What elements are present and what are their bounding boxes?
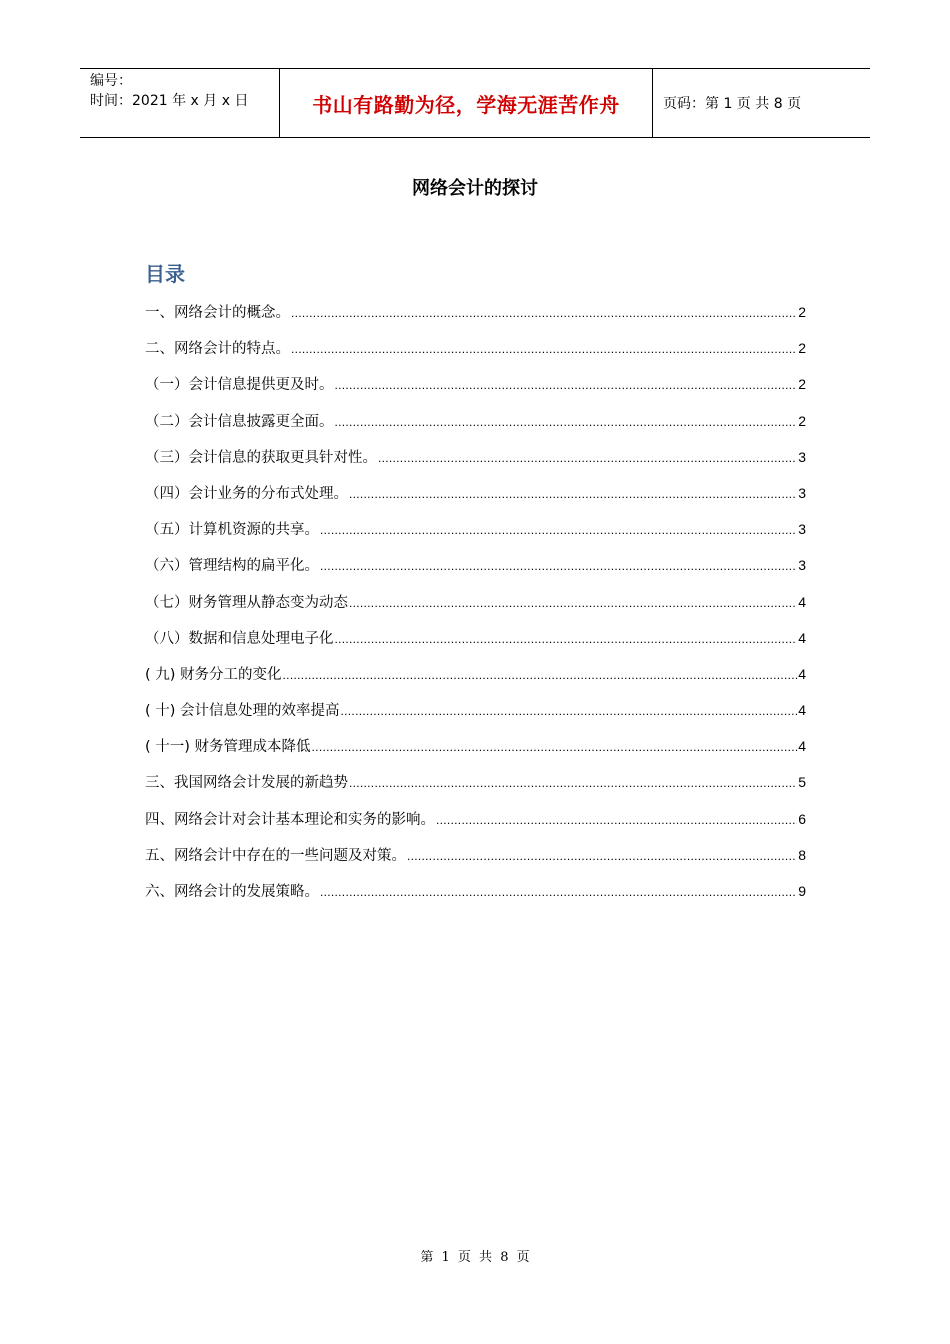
- toc-entry-text: ( 九) 财务分工的变化: [145, 666, 282, 683]
- toc-entry[interactable]: [145, 300, 806, 336]
- toc-leader-dots: [349, 771, 797, 795]
- toc-entry[interactable]: [145, 372, 806, 408]
- toc-entry-page: 9: [798, 883, 806, 899]
- toc-entry-text: 六、网络会计的发展策略。: [145, 884, 319, 900]
- toc-entry[interactable]: [145, 336, 806, 372]
- toc-entry-page: 2: [798, 340, 806, 357]
- toc-entry-text: （七）财务管理从静态变为动态: [145, 594, 348, 611]
- toc-entry[interactable]: [145, 445, 806, 481]
- toc-leader-dots: [335, 410, 798, 434]
- toc-entry-text: ( 十) 会计信息处理的效率提高: [145, 703, 340, 720]
- toc-entry-page: 2: [798, 412, 806, 429]
- toc-entry-page: 4: [798, 738, 806, 755]
- toc-entry-page: 5: [798, 774, 806, 791]
- toc-entry-text: ( 十一) 财务管理成本降低: [145, 739, 311, 756]
- toc-leader-dots: [291, 301, 797, 325]
- toc-entry[interactable]: [145, 879, 806, 915]
- toc-leader-dots: [349, 591, 797, 615]
- toc-leader-dots: [283, 663, 798, 687]
- toc-leader-dots: [436, 808, 797, 832]
- toc-heading: 目录: [145, 262, 185, 286]
- toc-entry-text: （八）数据和信息处理电子化: [145, 630, 334, 647]
- toc-entry-text: 一、网络会计的概念。: [145, 305, 290, 321]
- toc-entry-page: 2: [798, 304, 806, 320]
- toc-leader-dots: [312, 735, 798, 759]
- toc-entry[interactable]: [145, 734, 806, 770]
- toc-entry-page: 4: [798, 665, 806, 682]
- toc-leader-dots: [335, 627, 798, 651]
- table-of-contents: [145, 300, 806, 915]
- toc-entry-page: 2: [798, 376, 806, 393]
- toc-entry[interactable]: [145, 698, 806, 734]
- toc-entry-page: 4: [798, 593, 806, 610]
- toc-entry-page: 6: [798, 810, 806, 827]
- page-footer: 第 1 页 共 8 页: [420, 1250, 530, 1265]
- toc-entry-text: 五、网络会计中存在的一些问题及对策。: [145, 847, 406, 864]
- toc-entry-page: 3: [798, 557, 806, 574]
- toc-leader-dots: [378, 446, 797, 470]
- toc-leader-dots: [407, 844, 797, 868]
- toc-entry-page: 4: [798, 629, 806, 646]
- toc-entry-text: （六）管理结构的扁平化。: [145, 558, 319, 575]
- toc-entry-page: 3: [798, 484, 806, 501]
- toc-leader-dots: [320, 554, 797, 578]
- toc-leader-dots: [335, 373, 798, 397]
- toc-leader-dots: [291, 337, 797, 361]
- toc-entry[interactable]: [145, 590, 806, 626]
- toc-entry[interactable]: [145, 770, 806, 806]
- toc-entry-page: 3: [798, 521, 806, 538]
- toc-entry-text: （三）会计信息的获取更具针对性。: [145, 449, 377, 466]
- document-time-label: 时间：2021 年 x 月 x 日: [90, 93, 249, 109]
- toc-entry-text: 四、网络会计对会计基本理论和实务的影响。: [145, 811, 435, 828]
- toc-entry[interactable]: [145, 626, 806, 662]
- toc-entry-text: （二）会计信息披露更全面。: [145, 413, 334, 430]
- toc-leader-dots: [320, 518, 797, 542]
- toc-leader-dots: [320, 880, 797, 904]
- header-motto-cell: [280, 69, 653, 137]
- page-header: [80, 68, 870, 138]
- toc-entry[interactable]: [145, 662, 806, 698]
- toc-leader-dots: [349, 482, 797, 506]
- toc-entry-text: （一）会计信息提供更及时。: [145, 377, 334, 394]
- toc-leader-dots: [341, 699, 798, 723]
- document-title: 网络会计的探讨: [412, 178, 538, 199]
- header-page-info: 页码：第 1 页 共 8 页: [663, 96, 802, 112]
- toc-entry[interactable]: [145, 843, 806, 879]
- toc-entry-text: （五）计算机资源的共享。: [145, 522, 319, 539]
- toc-entry[interactable]: [145, 409, 806, 445]
- header-meta-cell: [80, 69, 280, 137]
- toc-entry-text: 三、我国网络会计发展的新趋势: [145, 775, 348, 792]
- toc-entry[interactable]: [145, 517, 806, 553]
- header-motto: 书山有路勤为径，学海无涯苦作舟: [312, 92, 620, 117]
- header-page-cell: [653, 69, 870, 137]
- toc-entry-text: （四）会计业务的分布式处理。: [145, 485, 348, 502]
- toc-entry-text: 二、网络会计的特点。: [145, 341, 290, 358]
- document-number-label: 编号：: [90, 73, 132, 89]
- toc-entry[interactable]: [145, 807, 806, 843]
- toc-entry[interactable]: [145, 553, 806, 589]
- toc-entry-page: 4: [798, 702, 806, 719]
- toc-entry-page: 8: [798, 846, 806, 863]
- toc-entry[interactable]: [145, 481, 806, 517]
- toc-entry-page: 3: [798, 448, 806, 465]
